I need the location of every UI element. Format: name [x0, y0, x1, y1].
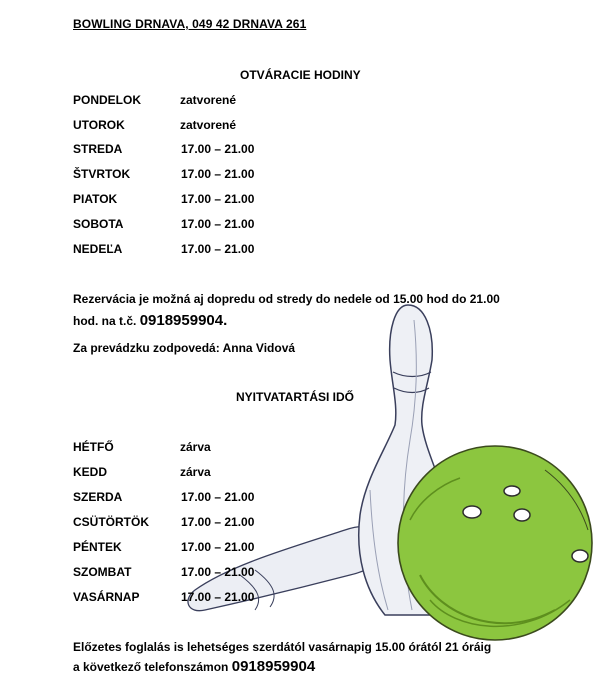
hours-value: 17.00 – 21.00 [181, 515, 255, 529]
booking-info-hu: Előzetes foglalás is lehetséges szerdától vasárnapig 15.00 órától 21 óráig [73, 640, 492, 654]
phone-number-hu: 0918959904 [231, 658, 316, 675]
day-label: SOBOTA [73, 217, 124, 231]
hours-value: 17.00 – 21.00 [181, 242, 255, 256]
bowling-ball-icon [398, 446, 592, 640]
opening-hours-title-sk: OTVÁRACIE HODINY [240, 68, 361, 82]
hours-value: 17.00 – 21.00 [181, 590, 255, 604]
day-label: NEDEĽA [73, 242, 123, 256]
reservation-phone-prefix: hod. na t.č. [73, 314, 137, 328]
hours-value: 17.00 – 21.00 [181, 192, 255, 206]
day-label: PIATOK [73, 192, 118, 206]
day-label: UTOROK [73, 118, 125, 132]
business-address: BOWLING DRNAVA, 049 42 DRNAVA 261 [73, 17, 307, 31]
day-label: VASÁRNAP [73, 590, 140, 604]
day-label: SZERDA [73, 490, 123, 504]
hours-value: zárva [180, 440, 211, 454]
reservation-info-sk: Rezervácia je možná aj dopredu od stredy do nedele od 15.00 hod do 21.00 [73, 292, 500, 306]
booking-phone-line-hu [73, 658, 315, 675]
day-label: HÉTFŐ [73, 440, 114, 454]
day-label: SZOMBAT [73, 565, 132, 579]
hours-value: 17.00 – 21.00 [181, 142, 255, 156]
reservation-phone-line-sk [73, 312, 227, 329]
phone-number-sk: 0918959904. [139, 312, 228, 329]
day-label: STREDA [73, 142, 123, 156]
day-label: CSÜTÖRTÖK [73, 515, 149, 529]
hours-value: zatvorené [180, 93, 237, 107]
hours-value: 17.00 – 21.00 [181, 217, 255, 231]
hours-value: 17.00 – 21.00 [181, 167, 255, 181]
hours-value: zárva [180, 465, 211, 479]
hours-value: zatvorené [180, 118, 237, 132]
hours-value: 17.00 – 21.00 [181, 565, 255, 579]
responsible-person: Za prevádzku zodpovedá: Anna Vidová [73, 341, 296, 355]
day-label: PÉNTEK [73, 540, 122, 554]
opening-hours-title-hu: NYITVATARTÁSI IDŐ [236, 390, 354, 404]
booking-phone-prefix: a következő telefonszámon [73, 660, 229, 674]
day-label: KEDD [73, 465, 108, 479]
day-label: ŠTVRTOK [73, 167, 131, 181]
hours-value: 17.00 – 21.00 [181, 490, 255, 504]
hours-value: 17.00 – 21.00 [181, 540, 255, 554]
day-label: PONDELOK [73, 93, 142, 107]
